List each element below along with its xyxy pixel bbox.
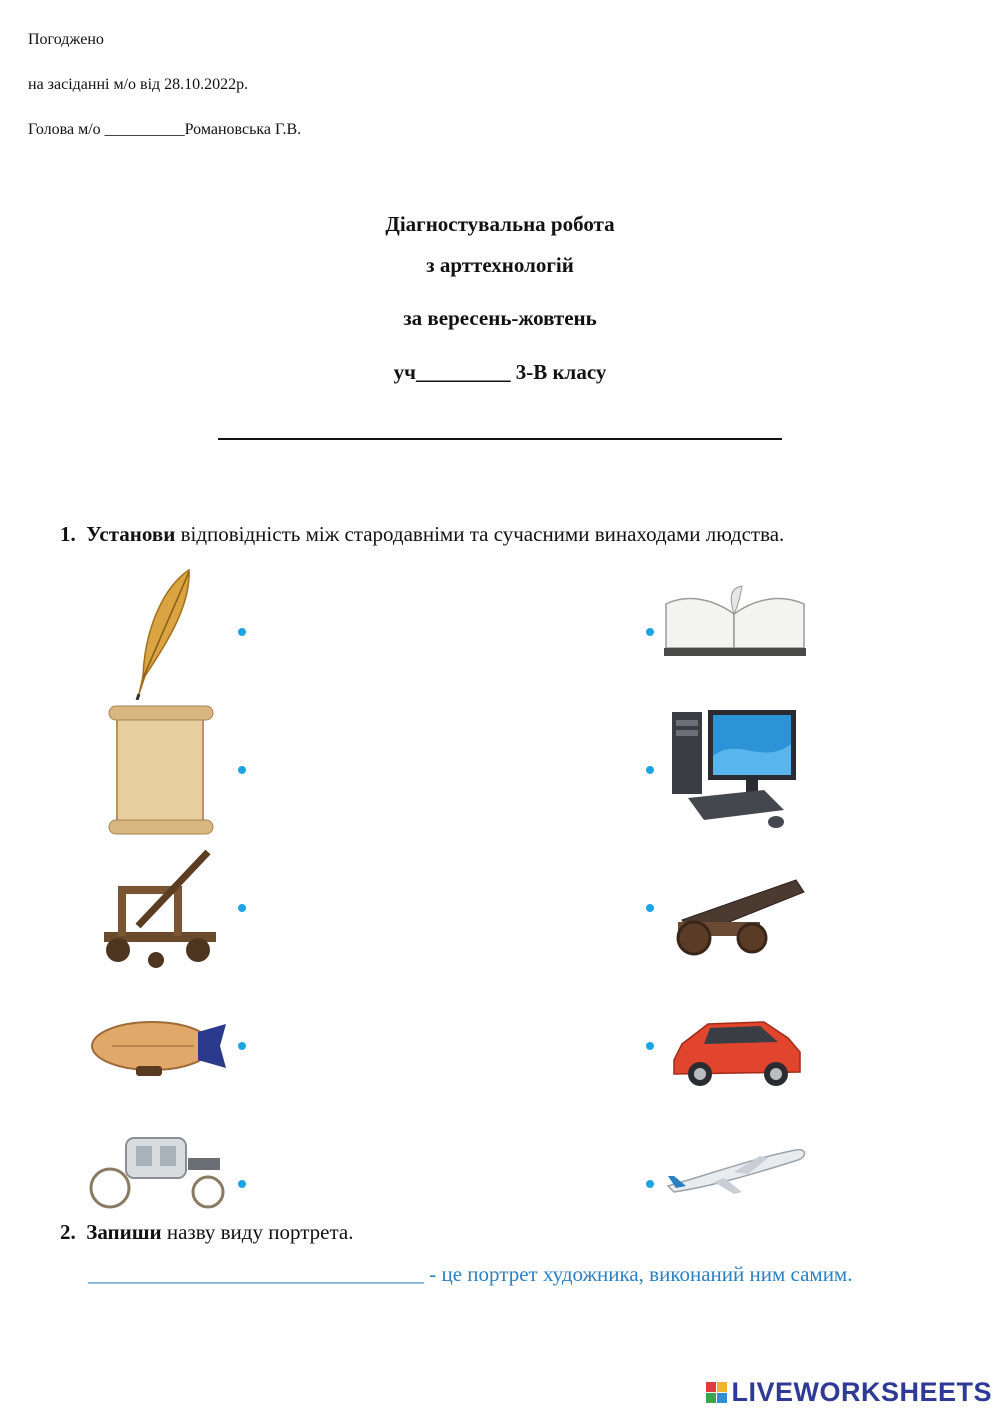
quill-pen-icon (125, 566, 205, 700)
match-dot-right-5[interactable] (646, 1180, 654, 1188)
cannon-icon (660, 866, 806, 966)
task2-answer-row (88, 1262, 852, 1287)
meeting-line: на засіданні м/о від 28.10.2022р. (28, 76, 249, 93)
match-dot-right-2[interactable] (646, 766, 654, 774)
match-dot-right-3[interactable] (646, 904, 654, 912)
doc-student: уч_________ 3-В класу (393, 360, 607, 384)
doc-title: Діагностувальна робота (385, 212, 615, 236)
task1-question: 1. Установи відповідність між стародавніми та сучасними винаходами людства. (60, 522, 785, 546)
doc-period: за вересень-жовтень (403, 306, 597, 330)
match-dot-right-4[interactable] (646, 1042, 654, 1050)
match-dot-left-2[interactable] (238, 766, 246, 774)
logo-cube-icon (706, 1382, 727, 1403)
match-dot-left-1[interactable] (238, 628, 246, 636)
name-blank-line (218, 438, 782, 440)
parchment-scroll-icon (105, 704, 217, 836)
airplane-icon (664, 1136, 808, 1206)
match-dot-right-1[interactable] (646, 628, 654, 636)
match-dot-left-3[interactable] (238, 904, 246, 912)
match-dot-left-5[interactable] (238, 1180, 246, 1188)
self-portrait-answer-input[interactable]: ________________________________ (88, 1262, 424, 1286)
car-icon (668, 1012, 804, 1088)
catapult-icon (98, 846, 223, 970)
computer-icon (668, 706, 800, 832)
task2-question: 2. Запиши назву виду портрета. (60, 1220, 354, 1244)
airship-icon (90, 1012, 230, 1084)
doc-subject: з арттехнологій (426, 253, 574, 277)
task2-answer-text: - це портрет художника, виконаний ним самим. (424, 1262, 853, 1286)
approval-line: Погоджено (28, 31, 104, 48)
carriage-icon (88, 1130, 233, 1210)
liveworksheets-logo (706, 1377, 992, 1408)
open-book-icon (662, 584, 808, 660)
logo-text: LIVEWORKSHEETS (731, 1377, 992, 1407)
head-signature-line: Голова м/о __________Романовська Г.В. (28, 121, 302, 138)
match-dot-left-4[interactable] (238, 1042, 246, 1050)
